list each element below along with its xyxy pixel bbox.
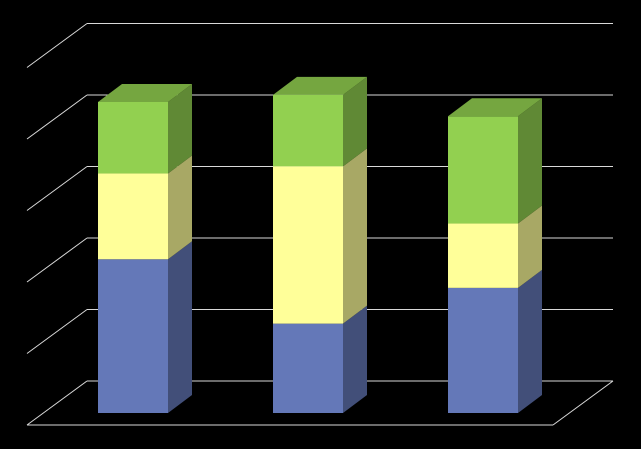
gridline-wall-5 [27,24,87,68]
bar-3-segment-2-front [448,224,518,288]
bar-1-segment-2-front [98,173,168,259]
bar-2-segment-2-side [343,148,367,323]
gridline-wall-4 [27,95,87,139]
bar-3-segment-1-front [448,288,518,413]
gridline-wall-1 [27,310,87,354]
bar-1-segment-1-side [168,241,192,413]
bar-2-segment-1-front [273,324,343,413]
bar-1-segment-3-front [98,102,168,174]
bar-1-segment-2-side [168,155,192,259]
bar-1-segment-1-front [98,259,168,413]
floor-right-edge [553,381,613,425]
bar-2-segment-1-side [343,306,367,413]
gridline-wall-0 [27,381,87,425]
bar-3-segment-3-front [448,116,518,223]
gridline-wall-2 [27,238,87,282]
bar-2-segment-3-front [273,95,343,167]
gridline-wall-3 [27,167,87,211]
bar-3-segment-1-side [518,270,542,413]
bar-3-segment-3-side [518,98,542,223]
bar-2-segment-2-front [273,166,343,323]
